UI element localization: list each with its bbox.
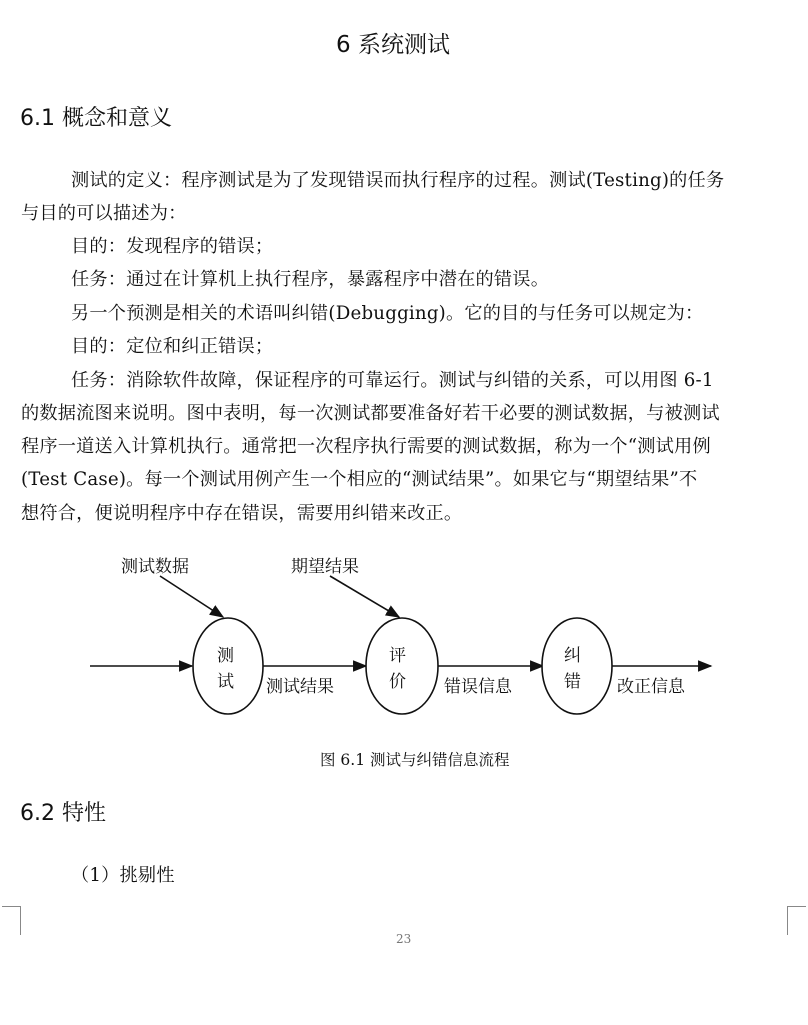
paragraph-line: 与目的可以描述为：	[21, 203, 187, 224]
section-title-6-1: 6.1 概念和意义	[20, 106, 172, 131]
paragraph-line: 测试的定义：程序测试是为了发现错误而执行程序的过程。测试(Testing)的任务	[71, 170, 725, 191]
paragraph-line: 目的：定位和纠正错误；	[71, 336, 274, 357]
chapter-title: 6 系统测试	[336, 32, 450, 58]
list-item: （1）挑剔性	[71, 865, 175, 886]
page-corner-mark-left	[2, 906, 21, 935]
node-eval-char-1: 评	[389, 646, 406, 666]
label-error-info: 错误信息	[444, 677, 512, 697]
label-test-result: 测试结果	[266, 677, 334, 697]
label-test-data: 测试数据	[121, 557, 189, 577]
paragraph-line: (Test Case)。每一个测试用例产生一个相应的“测试结果”。如果它与“期望结果”不	[21, 469, 698, 490]
node-test-char-1: 测	[217, 646, 234, 666]
figure-caption: 图 6.1 测试与纠错信息流程	[320, 751, 510, 769]
node-test-char-2: 试	[217, 672, 234, 692]
node-eval-char-2: 价	[389, 672, 406, 692]
paragraph-line: 另一个预测是相关的术语叫纠错(Debugging)。它的目的与任务可以规定为：	[71, 303, 704, 324]
node-evaluate	[366, 618, 438, 714]
node-test	[193, 618, 263, 714]
node-debug-char-2: 错	[564, 672, 581, 692]
page-number: 23	[396, 932, 412, 946]
paragraph-line: 目的：发现程序的错误；	[71, 236, 274, 257]
node-debug-char-1: 纠	[564, 646, 581, 666]
arrow-expected-result	[330, 576, 399, 617]
node-debug	[542, 618, 612, 714]
arrow-test-data	[160, 576, 223, 617]
paragraph-line: 任务：消除软件故障，保证程序的可靠运行。测试与纠错的关系，可以用图 6-1	[71, 370, 714, 391]
label-expected-result: 期望结果	[291, 557, 359, 577]
page-corner-mark-right	[787, 906, 806, 935]
paragraph-line: 的数据流图来说明。图中表明，每一次测试都要准备好若干必要的测试数据，与被测试	[21, 403, 720, 424]
paragraph-line: 任务：通过在计算机上执行程序，暴露程序中潜在的错误。	[71, 269, 550, 290]
paragraph-line: 想符合，便说明程序中存在错误，需要用纠错来改正。	[21, 503, 463, 524]
paragraph-line: 程序一道送入计算机执行。通常把一次程序执行需要的测试数据，称为一个“测试用例	[21, 436, 711, 457]
section-title-6-2: 6.2 特性	[20, 801, 106, 826]
test-debug-flow-diagram	[0, 540, 808, 740]
label-fix-info: 改正信息	[617, 677, 685, 697]
